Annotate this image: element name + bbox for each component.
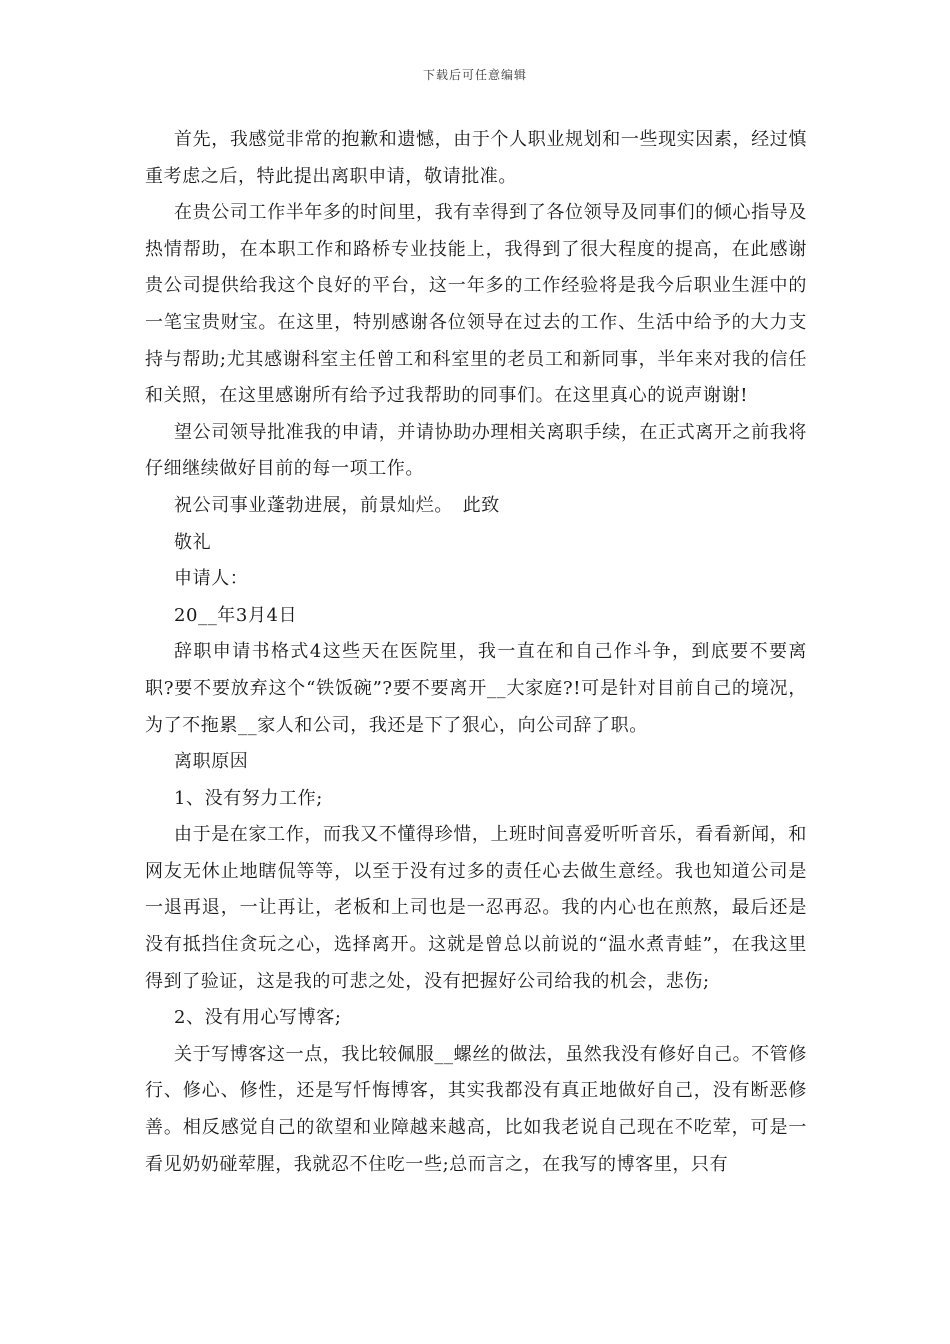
paragraph-request: 望公司领导批准我的申请，并请协助办理相关离职手续，在正式离开之前我将仔细继续做好目前的每一项工作。 xyxy=(145,421,807,480)
document-body xyxy=(145,122,807,1183)
page-header: 下载后可任意编辑 xyxy=(422,68,527,82)
list-item-reason-2: 2、没有用心写博客; xyxy=(174,1007,342,1029)
section-heading-reasons: 离职原因 xyxy=(174,751,249,773)
paragraph-wishes: 祝公司事业蓬勃进展，前景灿烂。 此致 xyxy=(174,494,500,516)
paragraph-gratitude: 在贵公司工作半年多的时间里，我有幸得到了各位领导及同事们的倾心指导及热情帮助，在本职工作和路桥专业技能上，我得到了很大程度的提高，在此感谢贵公司提供给我这个良好的平台，这一年多的工作经验将是我今后职业生涯中的一笔宝贵财宝。在这里，特别感谢各位领导在过去的工作、生活中给予的大力支持与帮助;尤其感谢科室主任曾工和科室里的老员工和新同事，半年来对我的信任和关照，在这里感谢所有给予过我帮助的同事们。在这里真心的说声谢谢! xyxy=(145,202,807,407)
paragraph-date: 20__年3月4日 xyxy=(174,604,298,626)
paragraph-reason-1-detail: 由于是在家工作，而我又不懂得珍惜，上班时间喜爱听听音乐，看看新闻，和网友无休止地瞎侃等等，以至于没有过多的责任心去做生意经。我也知道公司是一退再退，一让再让，老板和上司也是一忍再忍。我的内心也在煎熬，最后还是没有抵挡住贪玩之心，选择离开。这就是曾总以前说的“温水煮青蛙”，在我这里得到了验证，这是我的可悲之处，没有把握好公司给我的机会，悲伤; xyxy=(145,824,807,992)
paragraph-reason-2-detail: 关于写博客这一点，我比较佩服__螺丝的做法，虽然我没有修好自己。不管修行、修心、修性，还是写忏悔博客，其实我都没有真正地做好自己，没有断恶修善。相反感觉自己的欲望和业障越来越高，比如我老说自己现在不吃荤，可是一看见奶奶碰荤腥，我就忍不住吃一些;总而言之，在我写的博客里，只有 xyxy=(145,1043,807,1175)
paragraph-salutation: 敬礼 xyxy=(174,531,212,553)
list-item-reason-1: 1、没有努力工作; xyxy=(174,787,323,809)
paragraph-applicant: 申请人： xyxy=(174,568,249,590)
paragraph-apology: 首先，我感觉非常的抱歉和遗憾，由于个人职业规划和一些现实因素，经过慎重考虑之后，特此提出离职申请，敬请批准。 xyxy=(145,129,807,187)
paragraph-format4-intro: 辞职申请书格式4这些天在医院里，我一直在和自己作斗争，到底要不要离职?要不要放弃这个“铁饭碗”?要不要离开__大家庭?!可是针对目前自己的境况，为了不拖累__家人和公司，我还是下了狠心，向公司辞了职。 xyxy=(145,641,807,736)
